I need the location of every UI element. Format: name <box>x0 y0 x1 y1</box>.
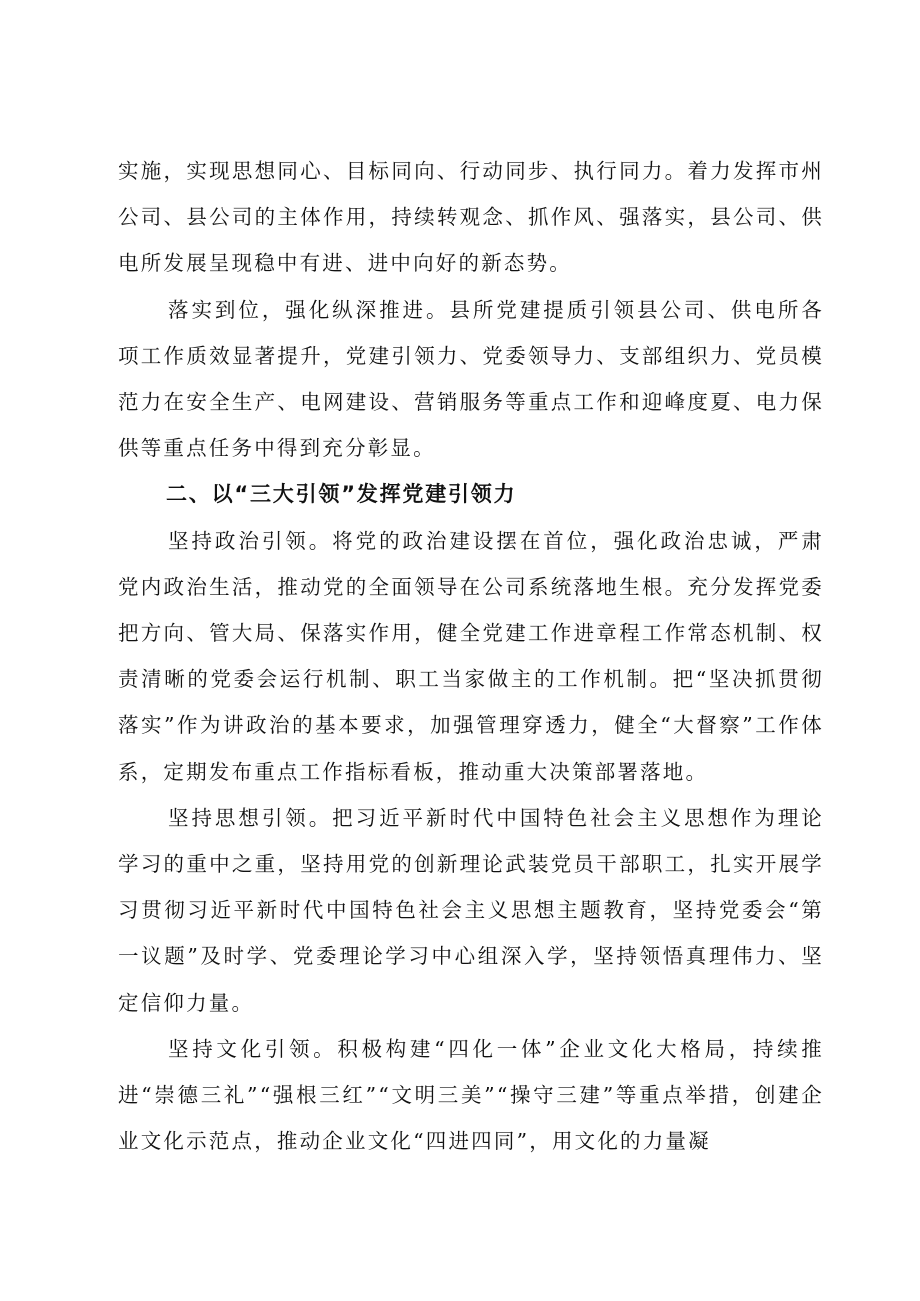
paragraph-political-leadership: 坚持政治引领。将党的政治建设摆在首位，强化政治忠诚，严肃党内政治生活，推动党的全面领导在公司系统落地生根。充分发挥党委把方向、管大局、保落实作用，健全党建工作进章程工作常态机制、权责清晰的党委会运行机制、职工当家做主的工作机制。把“坚决抓贯彻落实”作为讲政治的基本要求，加强管理穿透力，健全“大督察”工作体系，定期发布重点工作指标看板，推动重大决策部署落地。 <box>118 528 824 784</box>
paragraph-continuation: 实施，实现思想同心、目标同向、行动同步、执行同力。着力发挥市州公司、县公司的主体作用，持续转观念、抓作风、强落实，县公司、供电所发展呈现稳中有进、进中向好的新态势。 <box>118 159 824 276</box>
paragraph-ideological-leadership: 坚持思想引领。把习近平新时代中国特色社会主义思想作为理论学习的重中之重，坚持用党的创新理论武装党员干部职工，扎实开展学习贯彻习近平新时代中国特色社会主义思想主题教育，坚持党委会“第一议题”及时学、党委理论学习中心组深入学，坚持领悟真理伟力、坚定信仰力量。 <box>118 805 824 1015</box>
section-heading: 二、以“三大引领”发挥党建引领力 <box>166 482 517 507</box>
paragraph-cultural-leadership: 坚持文化引领。积极构建“四化一体”企业文化大格局，持续推进“崇德三礼”“强根三红”“文明三美”“操守三建”等重点举措，创建企业文化示范点，推动企业文化“四进四同”，用文化的力量凝 <box>118 1036 824 1154</box>
paragraph-implementation: 落实到位，强化纵深推进。县所党建提质引领县公司、供电所各项工作质效显著提升，党建引领力、党委领导力、支部组织力、党员模范力在安全生产、电网建设、营销服务等重点工作和迎峰度夏、电力保供等重点任务中得到充分彰显。 <box>118 297 824 461</box>
document-body <box>118 148 824 1164</box>
